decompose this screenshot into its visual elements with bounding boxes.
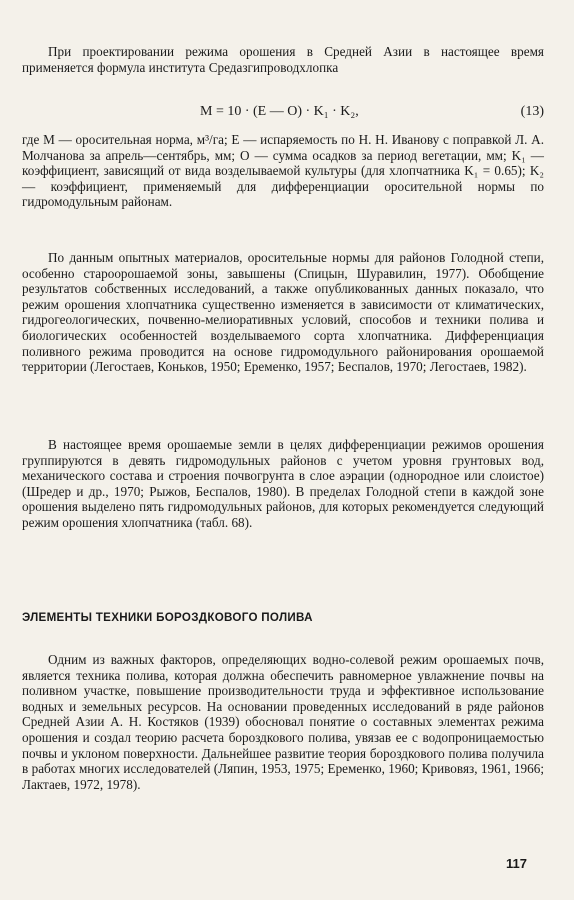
paragraph-intro-text: При проектировании режима орошения в Средней Азии в настоящее время применяется формула института Средазгипроводхлопка bbox=[22, 44, 544, 75]
paragraph-experimental-data-text: По данным опытных материалов, оросительные нормы для районов Голодной степи, особенно староорошаемой зоны, завышены (Спицын, Шуравилин, 1977). Обобщение результатов собственных исследований, а также опубликованных данных показало, что режим орошения хлопчатника существенно изменяется в зависимости от климатических, гидрогеологических, почвенно-мелиоративных условий, способов и техники полива и биологических особенностей возделываемого сорта хлопчатника. Дифференциация поливного режима проводится на основе гидромодульного районирования орошаемой территории (Легостаев, Коньков, 1950; Еременко, 1957; Беспалов, 1970; Легостаев, 1982). bbox=[22, 250, 544, 375]
paragraph-furrow-irrigation-text: Одним из важных факторов, определяющих водно-солевой режим орошаемых почв, является техника полива, которая должна обеспечить равномерное увлажнение почвы на поливном участке, повышение производительности труда и эффективное использование водных и земельных ресурсов. На основании проведенных исследований в ряде районов Средней Азии А. Н. Костяков (1939) обосновал понятие о составных элементах режима орошения и создал теорию расчета бороздкового полива, увязав ее с водопроницаемостью почвы и уклоном поверхности. Дальнейшее развитие теория бороздкового полива получила в работах многих исследователей (Ляпин, 1953, 1975; Еременко, 1960; Кривовяз, 1961, 1966; Лактаев, 1972, 1978). bbox=[22, 652, 544, 792]
section-heading: ЭЛЕМЕНТЫ ТЕХНИКИ БОРОЗДКОВОГО ПОЛИВА bbox=[22, 611, 313, 624]
formula-number: (13) bbox=[520, 104, 544, 119]
paragraph-intro bbox=[22, 44, 544, 75]
paragraph-hydromodule-regions-text: В настоящее время орошаемые земли в целях дифференциации режимов орошения группируются в девять гидромодульных районов с учетом уровня грунтовых вод, механического состава и строения почвогрунта в слое аэрации (однородное или слоистое) (Шредер и др., 1970; Рыжов, Беспалов, 1980). В пределах Голодной степи в каждой зоне орошения выделено пять гидромодульных районов, для которых рекомендуется следующий режим орошения хлопчатника (табл. 68). bbox=[22, 437, 544, 530]
paragraph-definitions bbox=[22, 132, 544, 210]
paragraph-experimental-data bbox=[22, 250, 544, 375]
formula-line bbox=[22, 104, 544, 124]
page-number: 117 bbox=[506, 856, 527, 871]
paragraph-hydromodule-regions bbox=[22, 437, 544, 531]
formula-expression: M = 10 · (E — O) · K₁ · K₂, bbox=[200, 104, 359, 119]
paragraph-furrow-irrigation bbox=[22, 652, 544, 792]
paragraph-definitions-text: где М — оросительная норма, м³/га; Е — испаряемость по Н. Н. Иванову с поправкой Л. А. Молчанова за апрель—сентябрь, мм; О — сумма осадков за период вегетации, мм; K₁ — коэффициент, зависящий от вида возделываемой культуры (для хлопчатника K₁ = 0.65); K₂ — коэффициент, применяемый для дифференциации оросительной нормы по гидромодульным районам. bbox=[22, 132, 544, 210]
